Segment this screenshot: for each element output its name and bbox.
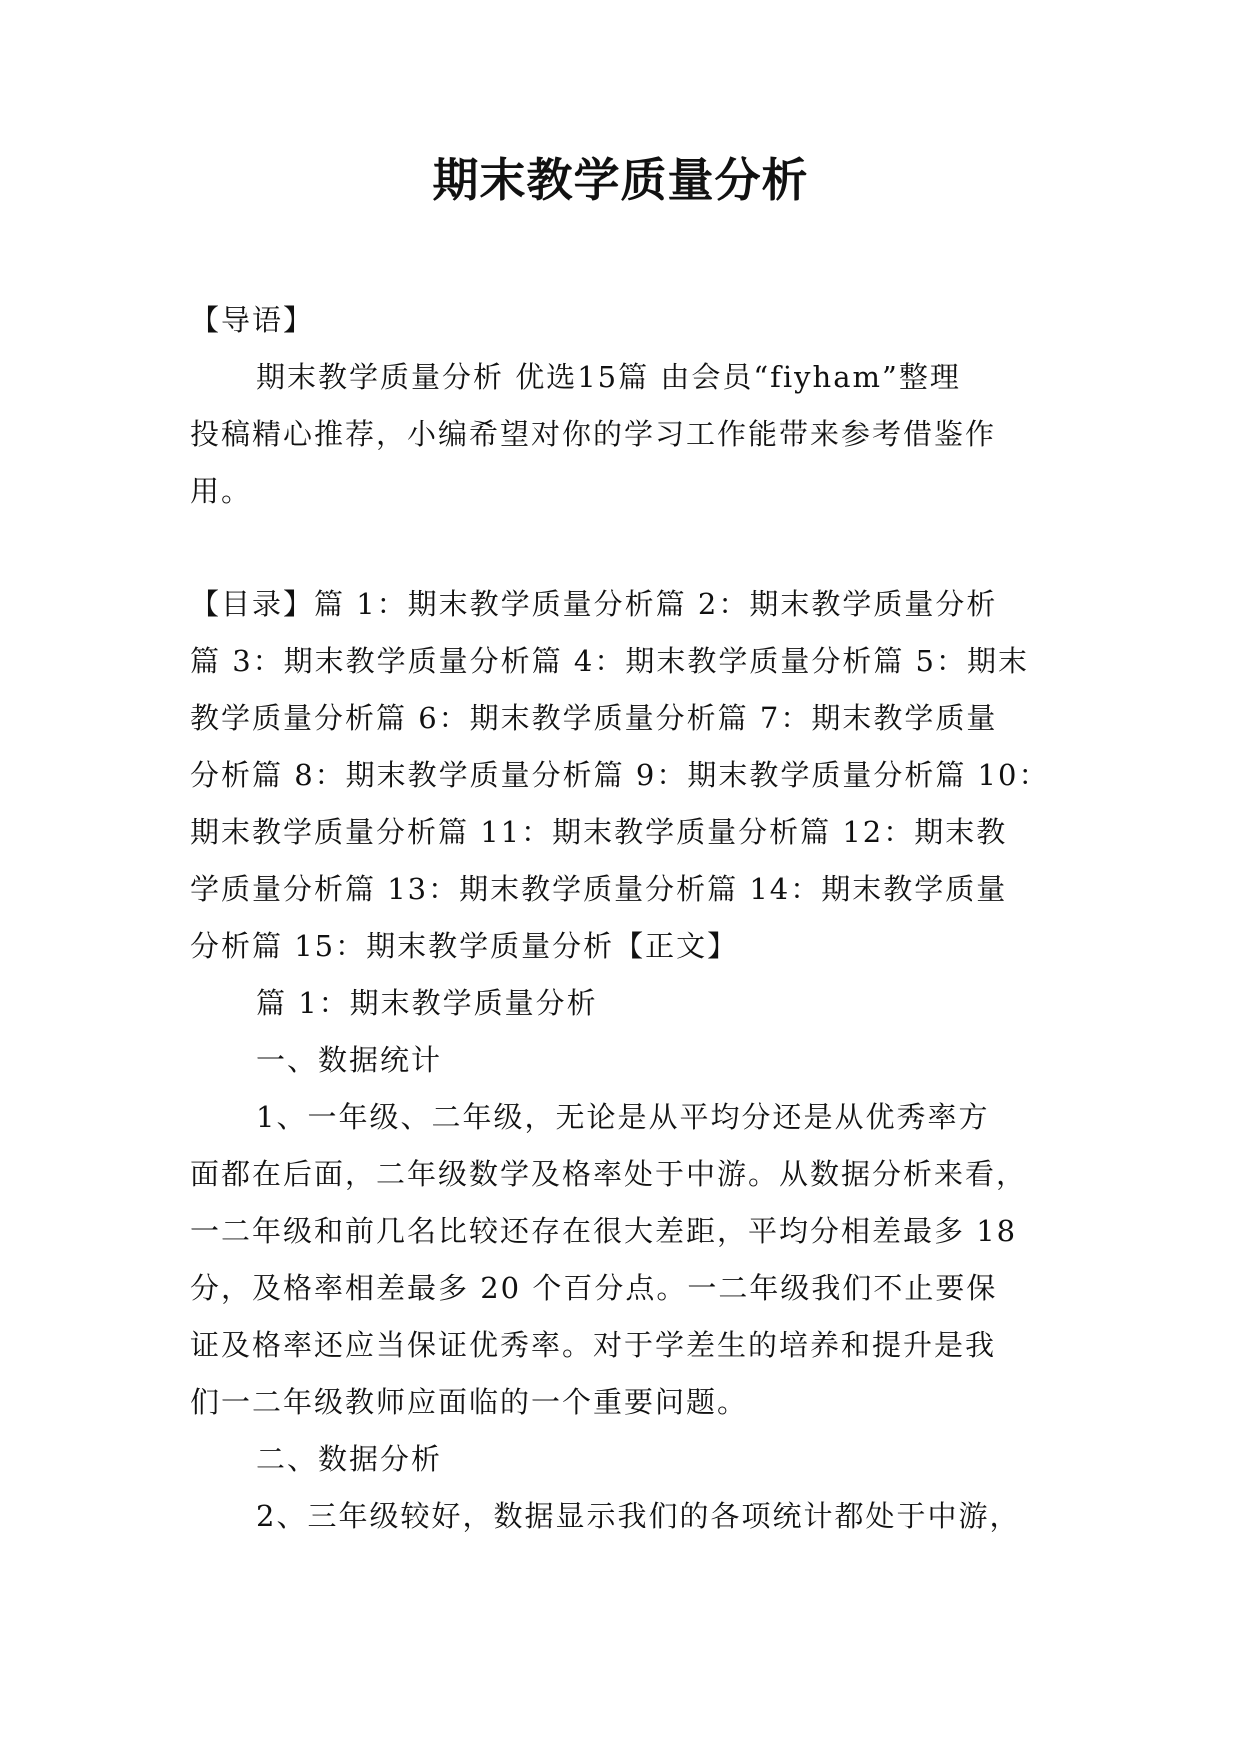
intro-heading: 【导语】 xyxy=(190,303,315,337)
intro-line: 用。 xyxy=(190,474,253,508)
section-heading: 一、数据统计 xyxy=(256,1043,443,1077)
document-title: 期末教学质量分析 xyxy=(432,153,809,207)
toc-line: 分析篇 8：期末教学质量分析篇 9：期末教学质量分析篇 10： xyxy=(190,758,1050,792)
intro-section xyxy=(190,292,1052,520)
paragraph-line: 们一二年级教师应面临的一个重要问题。 xyxy=(190,1385,749,1419)
intro-line: 投稿精心推荐，小编希望对你的学习工作能带来参考借鉴作 xyxy=(190,417,997,451)
toc-line: 分析篇 15：期末教学质量分析【正文】 xyxy=(190,929,739,963)
article-heading: 篇 1：期末教学质量分析 xyxy=(256,986,598,1020)
paragraph-line: 一二年级和前几名比较还存在很大差距，平均分相差最多 18 xyxy=(190,1214,1018,1248)
section-heading: 二、数据分析 xyxy=(256,1442,443,1476)
toc-line: 【目录】篇 1：期末教学质量分析篇 2：期末教学质量分析 xyxy=(190,587,998,621)
paragraph-line: 面都在后面，二年级数学及格率处于中游。从数据分析来看， xyxy=(190,1157,1028,1191)
toc-line: 学质量分析篇 13：期末教学质量分析篇 14：期末教学质量 xyxy=(190,872,1008,906)
content-section xyxy=(190,576,1052,1545)
paragraph-line: 分，及格率相差最多 20 个百分点。一二年级我们不止要保 xyxy=(190,1271,998,1305)
toc-line: 篇 3：期末教学质量分析篇 4：期末教学质量分析篇 5：期末 xyxy=(190,644,1030,678)
intro-line: 期末教学质量分析 优选15篇 由会员“fiyham”整理 xyxy=(256,360,961,394)
paragraph-line: 证及格率还应当保证优秀率。对于学差生的培养和提升是我 xyxy=(190,1328,997,1362)
paragraph-line: 1、一年级、二年级，无论是从平均分还是从优秀率方 xyxy=(256,1100,990,1134)
toc-line: 教学质量分析篇 6：期末教学质量分析篇 7：期末教学质量 xyxy=(190,701,998,735)
paragraph-line: 2、三年级较好，数据显示我们的各项统计都处于中游， xyxy=(256,1499,1021,1533)
toc-line: 期末教学质量分析篇 11：期末教学质量分析篇 12：期末教 xyxy=(190,815,1008,849)
